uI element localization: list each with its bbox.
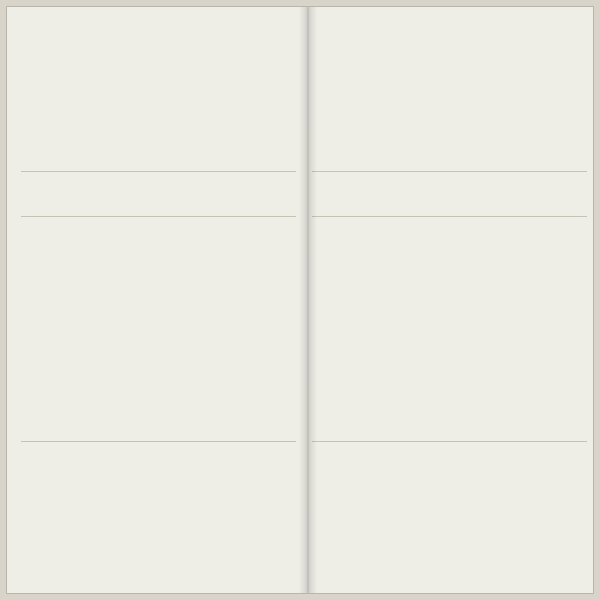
entry-holder	[84, 366, 98, 441]
entry-version	[156, 283, 170, 353]
entry-author	[138, 226, 152, 271]
format-band	[21, 181, 296, 201]
entry-title	[120, 27, 134, 147]
entry-author	[483, 226, 497, 271]
entry-title	[156, 27, 170, 147]
entry-reference	[210, 446, 224, 579]
entry-reference	[357, 446, 371, 579]
entry-title	[339, 27, 353, 147]
entry-author	[447, 226, 461, 271]
entry-format	[573, 181, 587, 201]
entry-author	[411, 226, 425, 271]
catalogue-spread	[6, 6, 594, 594]
entry-holder	[375, 366, 389, 441]
entry-author	[375, 226, 389, 271]
entry-format	[501, 181, 515, 201]
entry-title	[210, 27, 224, 147]
entry-reference	[483, 446, 497, 579]
entry-author	[228, 226, 242, 271]
entry-version	[48, 283, 62, 353]
entry-reference	[519, 446, 533, 579]
entry-title	[573, 27, 587, 147]
entry-format	[264, 181, 278, 201]
left-page	[21, 21, 296, 579]
entry-author	[48, 226, 62, 271]
entry-title	[447, 27, 461, 147]
title-band	[312, 27, 587, 147]
entry-version	[465, 283, 479, 353]
column-rule	[312, 216, 587, 217]
entry-version	[282, 283, 296, 353]
entry-version	[537, 283, 551, 353]
entry-author	[357, 226, 371, 271]
entry-format	[429, 181, 443, 201]
entry-holder	[228, 366, 242, 441]
entry-holder	[411, 366, 425, 441]
entry-author	[429, 226, 443, 271]
entry-holder	[465, 366, 479, 441]
entry-holder	[501, 366, 515, 441]
entry-version	[228, 283, 242, 353]
entry-holder	[48, 366, 62, 441]
column-rule	[21, 441, 296, 442]
entry-reference	[339, 446, 353, 579]
title-band	[21, 27, 296, 147]
entry-reference	[573, 446, 587, 579]
entry-title	[555, 27, 569, 147]
entry-holder	[192, 366, 206, 441]
entry-author	[264, 226, 278, 271]
entry-title	[246, 27, 260, 147]
entry-reference	[228, 446, 242, 579]
entry-reference	[465, 446, 479, 579]
entry-author	[537, 226, 551, 271]
column-rule	[312, 441, 587, 442]
entry-author	[246, 226, 260, 271]
entry-version	[84, 283, 98, 353]
entry-format	[192, 181, 206, 201]
entry-holder	[174, 366, 188, 441]
entry-version	[357, 283, 371, 353]
entry-reference	[156, 446, 170, 579]
column-rule	[21, 171, 296, 172]
entry-reference	[120, 446, 134, 579]
entry-author	[102, 226, 116, 271]
holder-band	[21, 366, 296, 441]
entry-format	[465, 181, 479, 201]
entry-format	[156, 181, 170, 201]
entry-version	[393, 283, 407, 353]
entry-version	[174, 283, 188, 353]
entry-version	[246, 283, 260, 353]
entry-holder	[210, 366, 224, 441]
version-band	[312, 283, 587, 353]
entry-format	[210, 181, 224, 201]
entry-holder	[156, 366, 170, 441]
entry-holder	[102, 366, 116, 441]
entry-reference	[537, 446, 551, 579]
entry-format	[537, 181, 551, 201]
entry-format	[555, 181, 569, 201]
entry-format	[102, 181, 116, 201]
column-rule	[21, 216, 296, 217]
entry-version	[573, 283, 587, 353]
entry-format	[519, 181, 533, 201]
entry-reference	[264, 446, 278, 579]
entry-version	[66, 283, 80, 353]
entry-holder	[519, 366, 533, 441]
entry-format	[120, 181, 134, 201]
entry-version	[120, 283, 134, 353]
entry-format	[393, 181, 407, 201]
entry-version	[555, 283, 569, 353]
entry-format	[483, 181, 497, 201]
entry-author	[519, 226, 533, 271]
entry-title	[429, 27, 443, 147]
entry-holder	[537, 366, 551, 441]
entry-reference	[192, 446, 206, 579]
entry-title	[84, 27, 98, 147]
entry-reference	[375, 446, 389, 579]
entry-version	[375, 283, 389, 353]
entry-reference	[138, 446, 152, 579]
entry-title	[48, 27, 62, 147]
entry-title	[465, 27, 479, 147]
entry-reference	[429, 446, 443, 579]
entry-holder	[339, 366, 353, 441]
entry-version	[192, 283, 206, 353]
entry-author	[393, 226, 407, 271]
entry-title	[282, 27, 296, 147]
entry-version	[519, 283, 533, 353]
format-band	[312, 181, 587, 201]
entry-format	[66, 181, 80, 201]
entry-holder	[138, 366, 152, 441]
entry-format	[174, 181, 188, 201]
version-band	[21, 283, 296, 353]
entry-reference	[102, 446, 116, 579]
entry-reference	[84, 446, 98, 579]
entry-version	[447, 283, 461, 353]
entry-version	[483, 283, 497, 353]
entry-format	[282, 181, 296, 201]
entry-format	[228, 181, 242, 201]
entry-reference	[555, 446, 569, 579]
reference-band	[312, 446, 587, 579]
entry-holder	[264, 366, 278, 441]
column-rule	[312, 171, 587, 172]
entry-reference	[48, 446, 62, 579]
entry-title	[102, 27, 116, 147]
entry-holder	[120, 366, 134, 441]
entry-holder	[393, 366, 407, 441]
entry-reference	[447, 446, 461, 579]
entry-version	[138, 283, 152, 353]
entry-author	[339, 226, 353, 271]
entry-title	[174, 27, 188, 147]
entry-author	[120, 226, 134, 271]
entry-author	[501, 226, 515, 271]
entry-title	[411, 27, 425, 147]
entry-format	[84, 181, 98, 201]
entry-reference	[282, 446, 296, 579]
entry-holder	[573, 366, 587, 441]
entry-reference	[393, 446, 407, 579]
right-page	[312, 21, 587, 579]
entry-version	[411, 283, 425, 353]
entry-holder	[357, 366, 371, 441]
entry-format	[246, 181, 260, 201]
entry-format	[48, 181, 62, 201]
entry-version	[264, 283, 278, 353]
entry-title	[138, 27, 152, 147]
entry-author	[156, 226, 170, 271]
entry-title	[192, 27, 206, 147]
entry-format	[411, 181, 425, 201]
entry-reference	[174, 446, 188, 579]
entry-title	[519, 27, 533, 147]
entry-title	[357, 27, 371, 147]
entry-author	[555, 226, 569, 271]
entry-holder	[483, 366, 497, 441]
entry-author	[174, 226, 188, 271]
entry-author	[66, 226, 80, 271]
author-band	[21, 226, 296, 271]
entry-reference	[501, 446, 515, 579]
entry-title	[66, 27, 80, 147]
entry-holder	[66, 366, 80, 441]
entry-author	[84, 226, 98, 271]
entry-holder	[555, 366, 569, 441]
entry-title	[375, 27, 389, 147]
entry-reference	[246, 446, 260, 579]
entry-holder	[246, 366, 260, 441]
entry-version	[210, 283, 224, 353]
entry-version	[102, 283, 116, 353]
entry-format	[138, 181, 152, 201]
entry-author	[573, 226, 587, 271]
entry-author	[210, 226, 224, 271]
entry-author	[192, 226, 206, 271]
entry-title	[537, 27, 551, 147]
entry-author	[465, 226, 479, 271]
entry-version	[501, 283, 515, 353]
entry-reference	[411, 446, 425, 579]
entry-title	[228, 27, 242, 147]
holder-band	[312, 366, 587, 441]
entry-format	[375, 181, 389, 201]
entry-format	[357, 181, 371, 201]
entry-format	[447, 181, 461, 201]
entry-format	[339, 181, 353, 201]
entry-holder	[429, 366, 443, 441]
entry-title	[483, 27, 497, 147]
author-band	[312, 226, 587, 271]
entry-holder	[447, 366, 461, 441]
reference-band	[21, 446, 296, 579]
entry-version	[339, 283, 353, 353]
entry-title	[393, 27, 407, 147]
entry-version	[429, 283, 443, 353]
entry-author	[282, 226, 296, 271]
entry-holder	[282, 366, 296, 441]
entry-reference	[66, 446, 80, 579]
entry-title	[501, 27, 515, 147]
entry-title	[264, 27, 278, 147]
